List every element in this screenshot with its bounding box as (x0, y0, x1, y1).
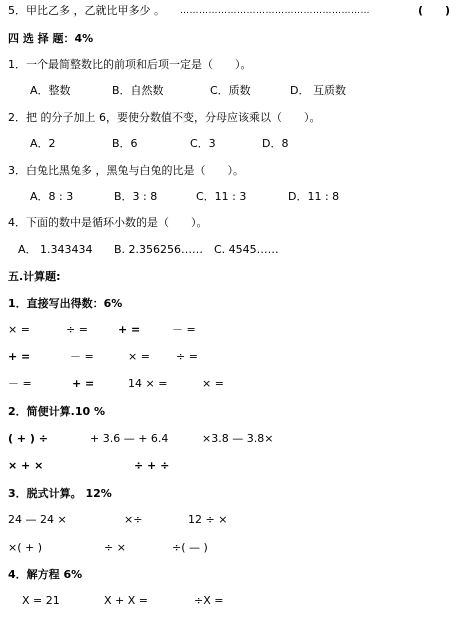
direct-calc-r3-c3: 14 × = (128, 377, 168, 390)
direct-calc-r2-c2: － = (70, 350, 94, 363)
direct-calc-r1-c2: ÷ = (66, 323, 88, 336)
simple-calc-r2-c1: × + × (8, 459, 44, 472)
simple-calc-r2-c2: ÷ + ÷ (134, 459, 170, 472)
section-5-title: 五.计算题: (8, 270, 61, 283)
choice-question-3: 3．白兔比黑兔多 ，黑兔与白兔的比是（ ）。 (8, 164, 244, 177)
direct-calc-r2-c3: × = (128, 350, 150, 363)
direct-calc-r3-c2: + = (72, 377, 95, 390)
equation-1: X = 21 (22, 594, 60, 607)
section-4-title: 四 选 择 题：4% (8, 32, 94, 45)
step-calc-r2-c2: ÷ × (104, 541, 126, 554)
direct-calc-r1-c3: + = (118, 323, 141, 336)
choice-q2-option-c: C．3 (190, 137, 216, 150)
choice-q3-option-a: A．8 : 3 (30, 190, 74, 203)
step-calc-r2-c3: ÷( — ) (172, 541, 208, 554)
choice-q3-option-b: B．3 : 8 (114, 190, 158, 203)
choice-question-2: 2．把 的分子加上 6，要使分数值不变，分母应该乘以（ ）。 (8, 111, 321, 124)
direct-calc-r1-c4: － = (172, 323, 196, 336)
step-calc-r1-c2: ×÷ (124, 513, 143, 526)
choice-q4-option-a: A． 1.343434 (18, 243, 93, 256)
simple-calc-r1-c1: ( + ) ÷ (8, 432, 48, 445)
calc-sub-2-title: 2．简便计算.10 % (8, 405, 105, 418)
direct-calc-r1-c1: × = (8, 323, 30, 336)
direct-calc-r2-c1: + = (8, 350, 31, 363)
choice-q4-option-c: C. 4545…… (214, 243, 279, 256)
step-calc-r1-c1: 24 — 24 × (8, 513, 67, 526)
choice-q2-option-d: D．8 (262, 137, 289, 150)
question-5-answer-bracket: ( ) (418, 4, 451, 17)
choice-q1-option-b: B．自然数 (112, 84, 164, 97)
direct-calc-r3-c1: － = (8, 377, 32, 390)
equation-2: X + X = (104, 594, 148, 607)
choice-q1-option-d: D． 互质数 (290, 84, 346, 97)
calc-sub-4-title: 4．解方程 6% (8, 568, 83, 581)
choice-question-1: 1．一个最简整数比的前项和后项一定是（ ）。 (8, 58, 252, 71)
step-calc-r1-c3: 12 ÷ × (188, 513, 228, 526)
choice-q4-option-b: B. 2.356256…… (114, 243, 204, 256)
choice-q1-option-a: A．整数 (30, 84, 71, 97)
direct-calc-r2-c4: ÷ = (176, 350, 198, 363)
simple-calc-r1-c3: ×3.8 — 3.8× (202, 432, 274, 445)
choice-q2-option-b: B．6 (112, 137, 138, 150)
direct-calc-r3-c4: × = (202, 377, 224, 390)
choice-q1-option-c: C．质数 (210, 84, 251, 97)
choice-question-4: 4．下面的数中是循环小数的是（ ）。 (8, 216, 208, 229)
question-5-text: 5．甲比乙多 ，乙就比甲多少 。 (8, 4, 165, 17)
question-5-leader-dots: …………………………………………………… (180, 6, 370, 16)
choice-q3-option-d: D．11 : 8 (288, 190, 340, 203)
simple-calc-r1-c2: + 3.6 — + 6.4 (90, 432, 169, 445)
choice-q3-option-c: C．11 : 3 (196, 190, 247, 203)
choice-q2-option-a: A．2 (30, 137, 56, 150)
calc-sub-1-title: 1．直接写出得数：6% (8, 297, 123, 310)
equation-3: ÷X = (194, 594, 224, 607)
calc-sub-3-title: 3．脱式计算。 12% (8, 487, 112, 500)
step-calc-r2-c1: ×( + ) (8, 541, 43, 554)
